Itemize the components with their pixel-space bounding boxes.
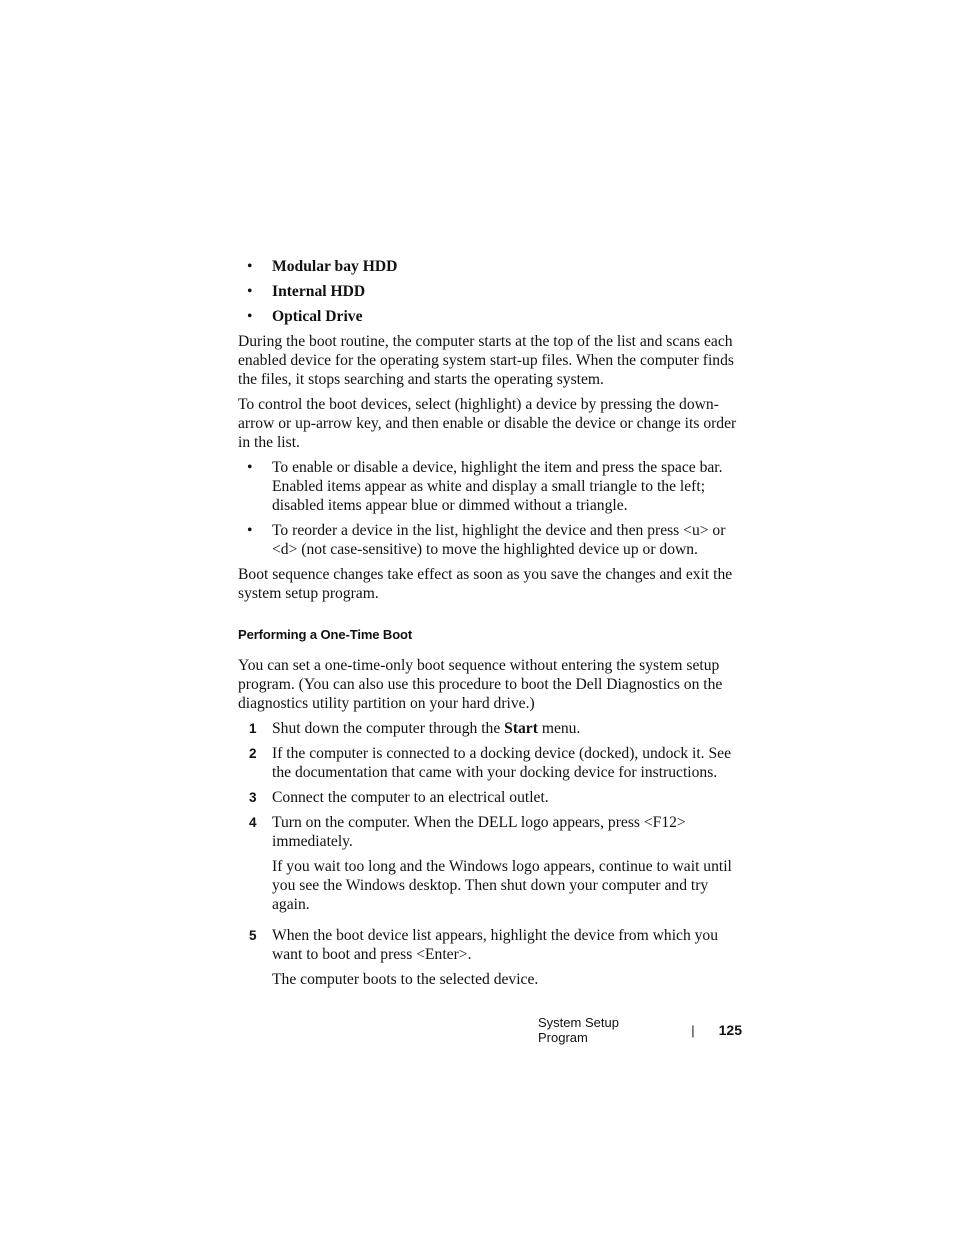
paragraph-one-time-boot: You can set a one-time-only boot sequence without entering the system setup program. (You can also use this procedure to boot the Dell Diagnostics on the diagnostics utility partition on your hard drive.) <box>238 657 723 712</box>
step-text: When the boot device list appears, highlight the device from which you want to boot and press <Enter>. <box>272 927 719 963</box>
list-item: • Modular bay HDD <box>247 258 398 275</box>
step-note: The computer boots to the selected device. <box>272 971 539 988</box>
paragraph-sequence-changes: Boot sequence changes take effect as soon as you save the changes and exit the system setup program. <box>238 566 733 602</box>
boot-device-name: Modular bay HDD <box>272 258 398 275</box>
step-text: Connect the computer to an electrical outlet. <box>272 789 549 806</box>
boot-device-name: Optical Drive <box>272 308 363 325</box>
step-item <box>238 926 738 989</box>
step-number: 1 <box>249 721 257 736</box>
step-number: 3 <box>249 790 257 805</box>
page-footer <box>538 1015 742 1045</box>
step-text: If the computer is connected to a docking device (docked), undock it. See the documentation that came with your docking device for instructions. <box>272 745 731 781</box>
step-item <box>238 719 738 738</box>
start-menu-label: Start <box>504 720 538 737</box>
step-number: 5 <box>249 928 257 943</box>
list-item-text: To enable or disable a device, highlight the item and press the space bar. Enabled items appear as white and display a small triangle to the left; disabled items appear blue or dimmed without a triangle. <box>272 459 723 514</box>
page-number: 125 <box>718 1022 742 1038</box>
step-number: 4 <box>249 815 257 830</box>
list-item-text: To reorder a device in the list, highlight the device and then press <u> or <d> (not case-sensitive) to move the highlighted device up or down. <box>272 522 726 558</box>
list-item: • To reorder a device in the list, highlight the device and then press <u> or <d> (not case-sensitive) to move the highlighted device up or down. <box>247 522 726 558</box>
footer-section-title: System Setup Program <box>538 1015 619 1045</box>
step-item <box>238 788 738 807</box>
step-item <box>238 813 738 914</box>
list-item: • To enable or disable a device, highlight the item and press the space bar. Enabled items appear as white and display a small triangle to the left; disabled items appear blue or dimmed without a triangle. <box>247 459 723 514</box>
list-item: • Optical Drive <box>247 308 363 325</box>
footer-separator: | <box>691 1022 695 1038</box>
step-item <box>238 744 738 782</box>
step-number: 2 <box>249 746 257 761</box>
paragraph-boot-routine: During the boot routine, the computer starts at the top of the list and scans each enabled device for the operating system start-up files. When the computer finds the files, it stops searching and starts the operating system. <box>238 333 734 388</box>
boot-device-list <box>238 257 738 326</box>
boot-device-name: Internal HDD <box>272 283 366 300</box>
list-item: • Internal HDD <box>247 283 366 300</box>
step-list <box>238 719 738 989</box>
step-note: If you wait too long and the Windows logo appears, continue to wait until you see the Windows desktop. Then shut down your computer and try again. <box>272 858 732 913</box>
paragraph-control-devices: To control the boot devices, select (highlight) a device by pressing the down-arrow or up-arrow key, and then enable or disable the device or change its order in the list. <box>238 396 737 451</box>
step-text: Shut down the computer through the <box>272 720 505 737</box>
page-content <box>238 257 738 995</box>
section-heading: Performing a One-Time Boot <box>238 627 413 642</box>
control-bullet-list <box>238 458 738 559</box>
step-text: menu. <box>537 720 581 737</box>
step-text: Turn on the computer. When the DELL logo appears, press <F12> immediately. <box>272 814 686 850</box>
